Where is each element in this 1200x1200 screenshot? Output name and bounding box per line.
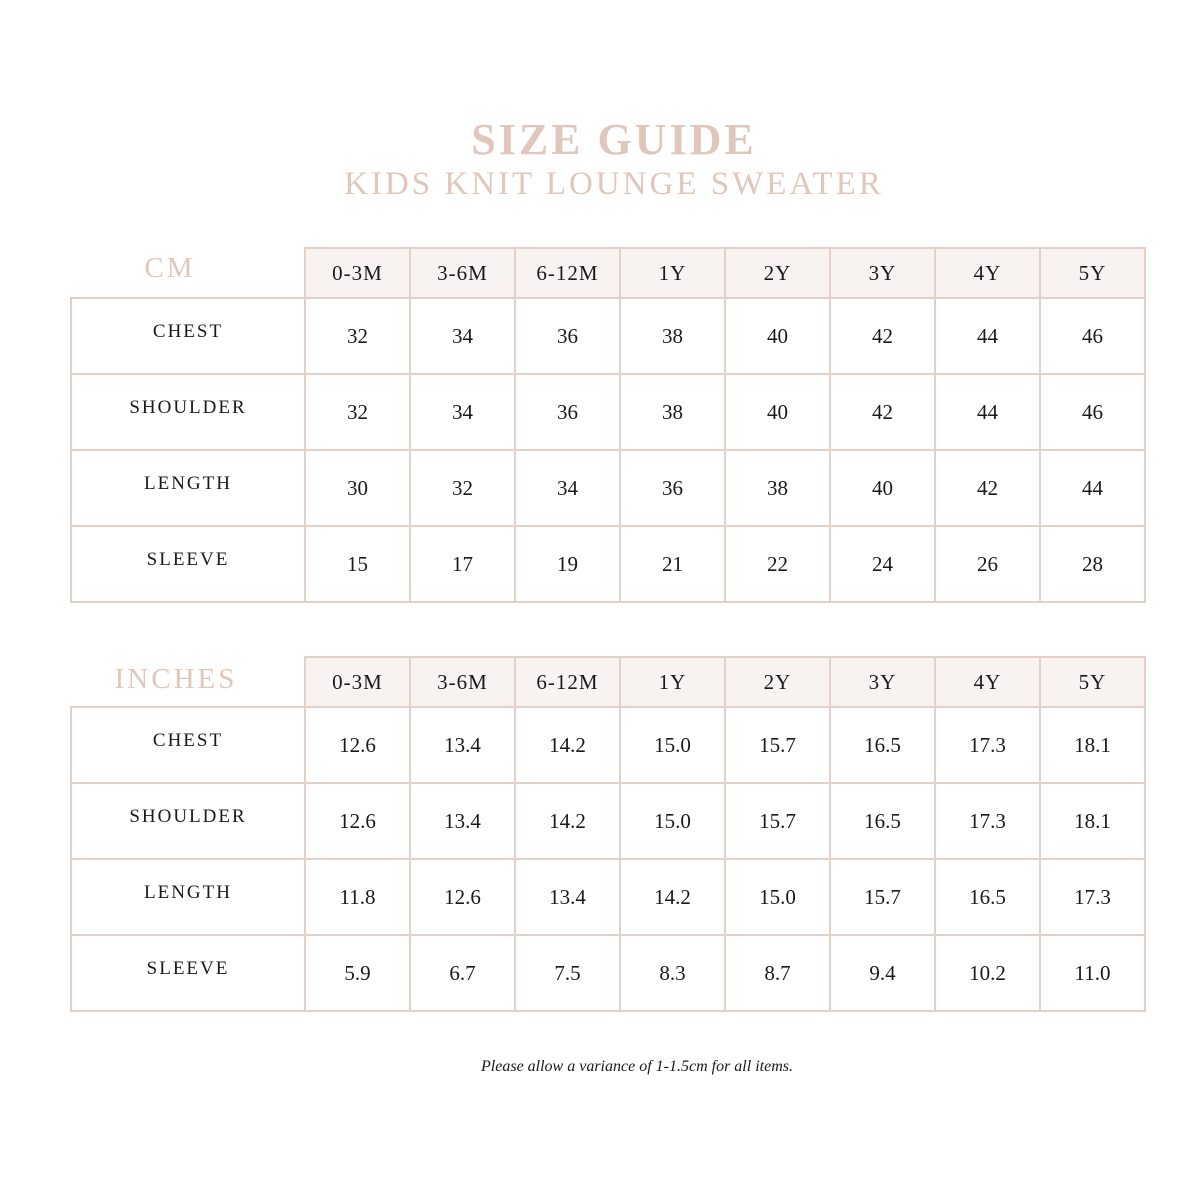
table-cell: 16.5 [830, 707, 935, 783]
table-cell: 36 [515, 374, 620, 450]
page-subtitle: KIDS KNIT LOUNGE SWEATER [344, 166, 884, 202]
table-cell: 38 [725, 450, 830, 526]
row-label-shoulder: SHOULDER [71, 783, 305, 859]
page-title: SIZE GUIDE [471, 115, 757, 164]
table-row [71, 450, 1145, 526]
table-cell: 44 [935, 374, 1040, 450]
cm-size-table [70, 247, 1146, 603]
row-label-length: LENGTH [71, 859, 305, 935]
table-cell: 15.0 [620, 707, 725, 783]
table-cell: 32 [305, 298, 410, 374]
table-cell: 32 [305, 374, 410, 450]
table-cell: 40 [725, 298, 830, 374]
table-cell: 22 [725, 526, 830, 602]
inches-header-row [71, 657, 1145, 707]
table-cell: 14.2 [515, 783, 620, 859]
cm-size-header: 4Y [935, 248, 1040, 298]
table-cell: 17 [410, 526, 515, 602]
table-cell: 13.4 [410, 707, 515, 783]
table-cell: 16.5 [935, 859, 1040, 935]
table-cell: 12.6 [305, 707, 410, 783]
cm-unit-label: CM [144, 252, 196, 284]
table-cell: 42 [830, 298, 935, 374]
table-row [71, 374, 1145, 450]
table-cell: 46 [1040, 374, 1145, 450]
table-cell: 40 [830, 450, 935, 526]
table-cell: 17.3 [935, 783, 1040, 859]
table-cell: 34 [410, 374, 515, 450]
table-cell: 11.0 [1040, 935, 1145, 1011]
cm-size-header: 2Y [725, 248, 830, 298]
table-cell: 7.5 [515, 935, 620, 1011]
table-cell: 10.2 [935, 935, 1040, 1011]
table-row [71, 298, 1145, 374]
table-cell: 8.3 [620, 935, 725, 1011]
table-cell: 11.8 [305, 859, 410, 935]
inches-size-header: 3-6M [410, 657, 515, 707]
table-cell: 5.9 [305, 935, 410, 1011]
cm-header-corner [71, 248, 305, 298]
cm-size-header: 3-6M [410, 248, 515, 298]
table-cell: 36 [515, 298, 620, 374]
table-cell: 13.4 [515, 859, 620, 935]
table-cell: 14.2 [515, 707, 620, 783]
table-cell: 15.0 [725, 859, 830, 935]
table-row [71, 783, 1145, 859]
inches-size-header: 2Y [725, 657, 830, 707]
row-label-shoulder: SHOULDER [71, 374, 305, 450]
table-cell: 12.6 [410, 859, 515, 935]
table-cell: 21 [620, 526, 725, 602]
table-cell: 16.5 [830, 783, 935, 859]
row-label-chest: CHEST [71, 707, 305, 783]
cm-size-header: 0-3M [305, 248, 410, 298]
table-cell: 46 [1040, 298, 1145, 374]
table-cell: 8.7 [725, 935, 830, 1011]
table-cell: 44 [935, 298, 1040, 374]
table-cell: 26 [935, 526, 1040, 602]
row-label-sleeve: SLEEVE [71, 935, 305, 1011]
table-cell: 9.4 [830, 935, 935, 1011]
table-cell: 32 [410, 450, 515, 526]
cm-header-row [71, 248, 1145, 298]
inches-unit-label: INCHES [114, 663, 238, 695]
table-cell: 34 [515, 450, 620, 526]
table-cell: 14.2 [620, 859, 725, 935]
table-cell: 15.0 [620, 783, 725, 859]
table-cell: 42 [935, 450, 1040, 526]
table-row [71, 526, 1145, 602]
table-cell: 13.4 [410, 783, 515, 859]
table-row [71, 859, 1145, 935]
table-cell: 15.7 [830, 859, 935, 935]
table-cell: 28 [1040, 526, 1145, 602]
inches-size-header: 0-3M [305, 657, 410, 707]
table-row [71, 707, 1145, 783]
table-cell: 15 [305, 526, 410, 602]
table-cell: 6.7 [410, 935, 515, 1011]
table-row [71, 935, 1145, 1011]
inches-header-corner [71, 657, 305, 707]
table-cell: 24 [830, 526, 935, 602]
table-cell: 18.1 [1040, 783, 1145, 859]
table-cell: 38 [620, 298, 725, 374]
table-cell: 15.7 [725, 707, 830, 783]
table-cell: 38 [620, 374, 725, 450]
cm-size-header: 3Y [830, 248, 935, 298]
table-cell: 42 [830, 374, 935, 450]
cm-size-header: 5Y [1040, 248, 1145, 298]
table-cell: 36 [620, 450, 725, 526]
row-label-chest: CHEST [71, 298, 305, 374]
table-cell: 34 [410, 298, 515, 374]
variance-note: Please allow a variance of 1-1.5cm for all items. [481, 1058, 793, 1075]
inches-size-header: 3Y [830, 657, 935, 707]
table-cell: 30 [305, 450, 410, 526]
inches-size-header: 5Y [1040, 657, 1145, 707]
inches-size-table [70, 656, 1146, 1012]
table-cell: 18.1 [1040, 707, 1145, 783]
table-cell: 17.3 [935, 707, 1040, 783]
inches-size-header: 6-12M [515, 657, 620, 707]
table-cell: 17.3 [1040, 859, 1145, 935]
cm-size-header: 1Y [620, 248, 725, 298]
inches-size-header: 4Y [935, 657, 1040, 707]
table-cell: 15.7 [725, 783, 830, 859]
table-cell: 44 [1040, 450, 1145, 526]
inches-size-header: 1Y [620, 657, 725, 707]
table-cell: 40 [725, 374, 830, 450]
table-cell: 19 [515, 526, 620, 602]
row-label-sleeve: SLEEVE [71, 526, 305, 602]
row-label-length: LENGTH [71, 450, 305, 526]
cm-size-header: 6-12M [515, 248, 620, 298]
table-cell: 12.6 [305, 783, 410, 859]
